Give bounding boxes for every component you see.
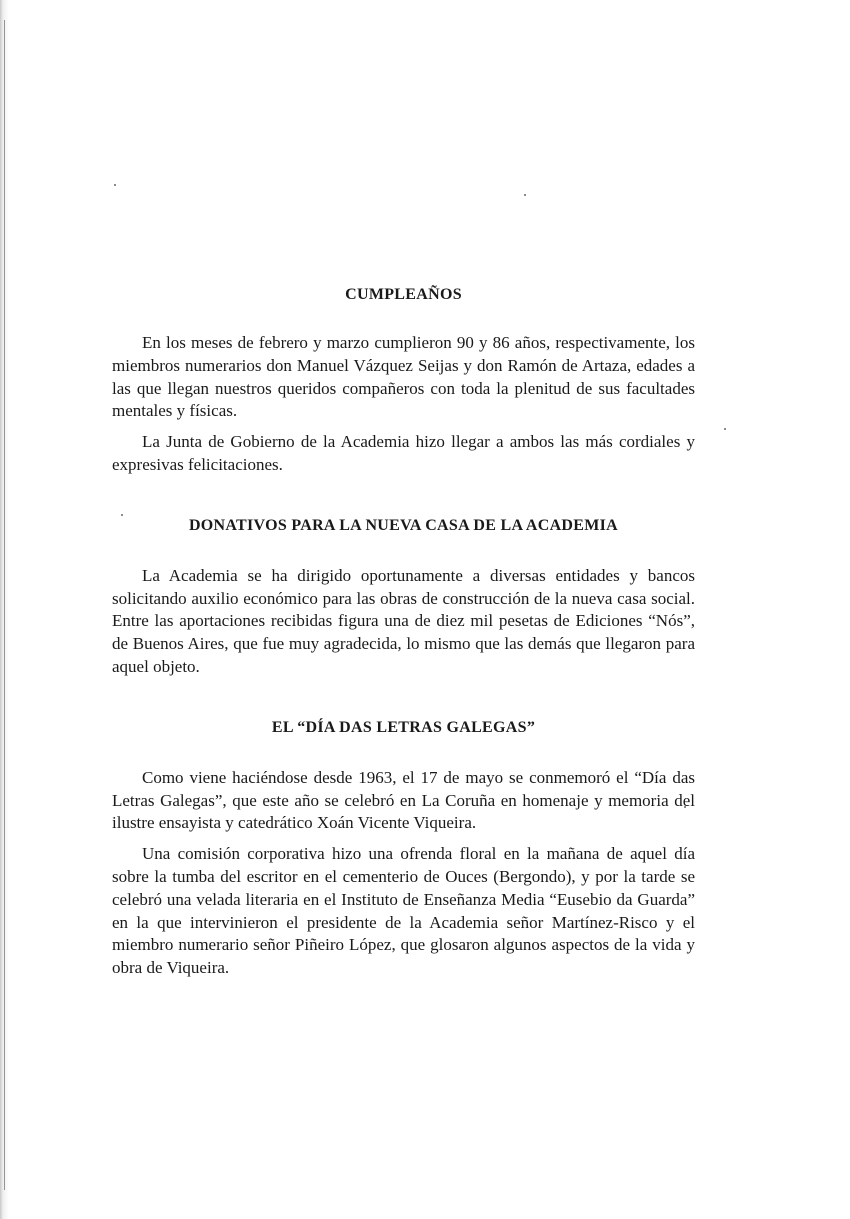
section-title-donativos: DONATIVOS PARA LA NUEVA CASA DE LA ACADEMIA: [188, 516, 619, 534]
document-page: [112, 286, 695, 980]
scan-edge-line: [4, 20, 5, 1190]
section-title-dia-letras-galegas: EL “DÍA DAS LETRAS GALEGAS”: [271, 718, 536, 736]
paragraph-cumpleanos-2: La Junta de Gobierno de la Academia hizo llegar a ambos las más cordiales y expresivas felicitaciones.: [112, 432, 695, 474]
section-title-cumpleanos: CUMPLEAÑOS: [345, 286, 462, 303]
scan-speck: [114, 184, 116, 186]
paragraph-donativos-1: La Academia se ha dirigido oportunamente a diversas entidades y bancos solicitando auxilio económico para las obras de construcción de la nueva casa social. Entre las aportaciones recibidas figura una de diez mil pesetas de Ediciones “Nós”, de Buenos Aires, que fue muy agradecida, lo mismo que las demás que llegaron para aquel objeto.: [112, 565, 695, 676]
paragraph-dia-letras-1: Como viene haciéndose desde 1963, el 17 de mayo se conmemoró el “Día das Letras Galegas”, que este año se celebró en La Coruña en homenaje y memoria del ilustre ensayista y catedrático Xoán Vicente Viqueira.: [112, 767, 695, 833]
scan-speck: [524, 194, 526, 196]
scan-speck: [724, 428, 726, 430]
paragraph-cumpleanos-1: En los meses de febrero y marzo cumplieron 90 y 86 años, respectivamente, los miembros numerarios don Manuel Vázquez Seijas y don Ramón de Artaza, edades a las que llegan nuestros queridos compañeros con toda la plenitud de sus facultades mentales y físicas.: [112, 333, 695, 421]
paragraph-dia-letras-2: Una comisión corporativa hizo una ofrenda floral en la mañana de aquel día sobre la tumba del escritor en el cementerio de Ouces (Bergondo), y por la tarde se celebró una velada literaria en el Instituto de Enseñanza Media “Eusebio da Guarda” en la que intervinieron el presidente de la Academia señor Martínez-Risco y el miembro numerario señor Piñeiro López, que glosaron algunos aspectos de la vida y obra de Viqueira.: [112, 844, 695, 978]
